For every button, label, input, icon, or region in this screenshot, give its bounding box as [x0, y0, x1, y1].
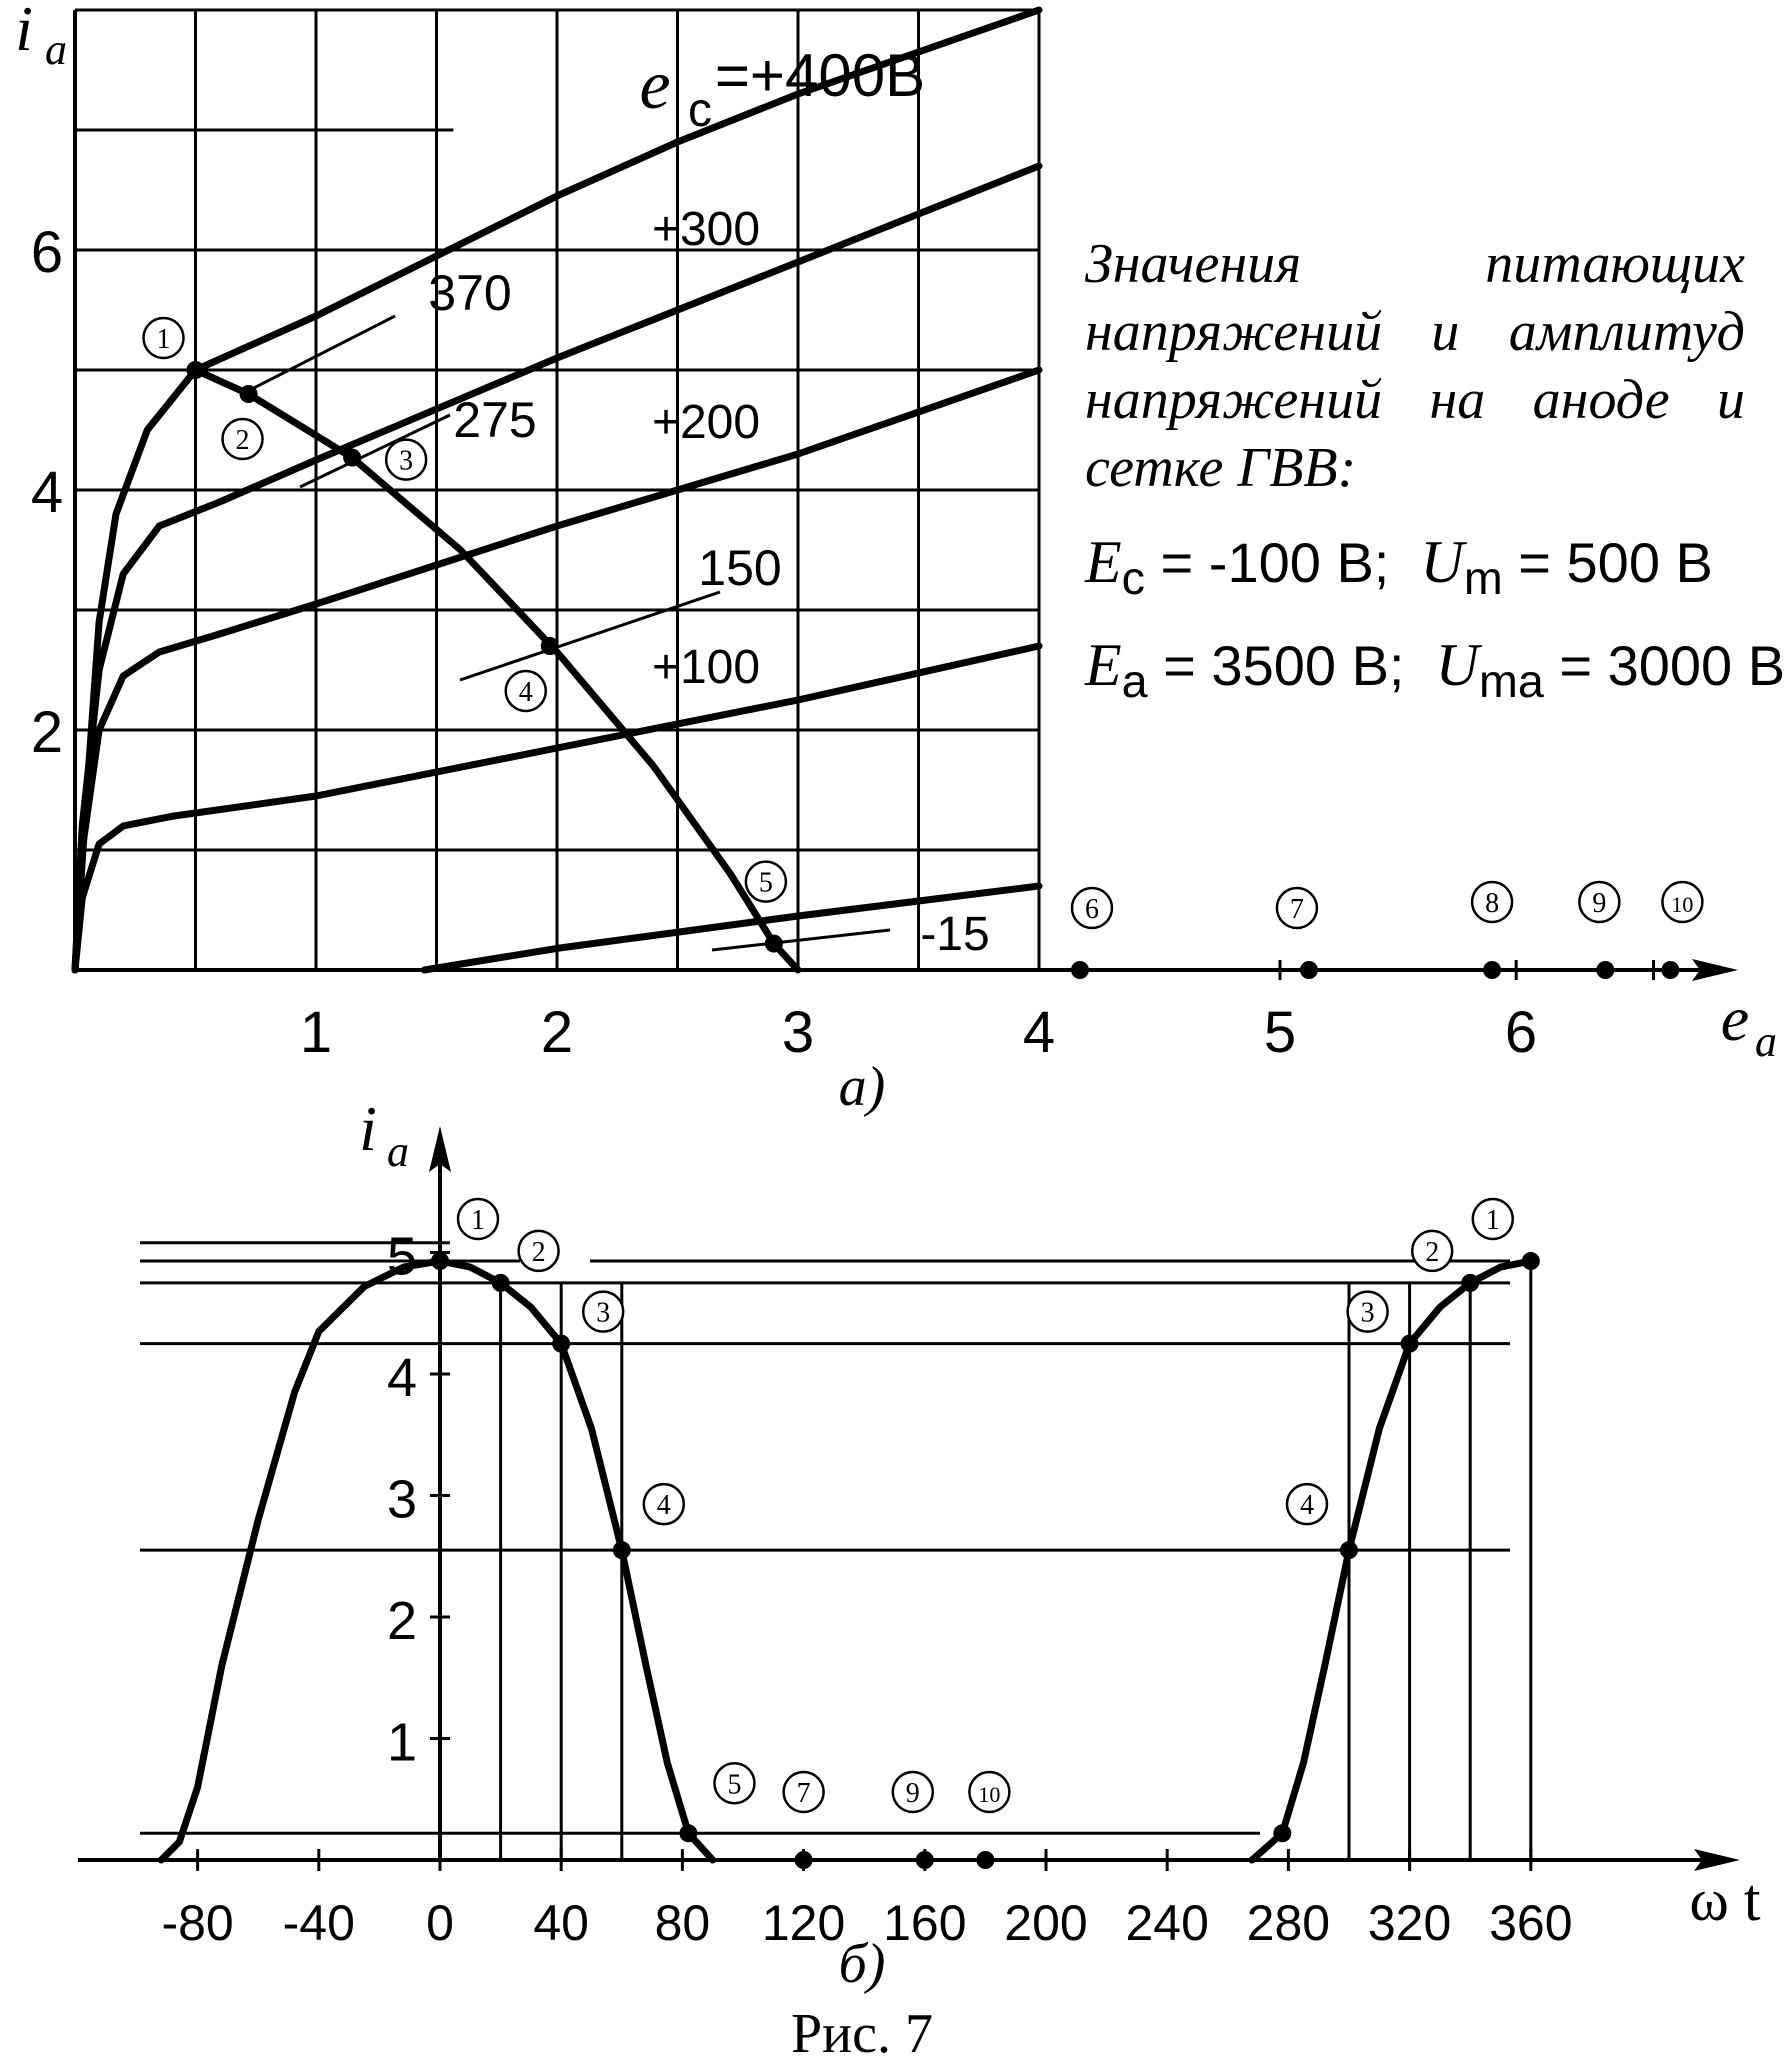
marker-number: 9	[1592, 888, 1607, 919]
point-marker-9	[1579, 882, 1619, 922]
data-point	[1522, 1252, 1540, 1270]
legend-value: = 500 В	[1518, 531, 1713, 594]
legend-line-2	[1085, 631, 1786, 708]
point-marker-b-7	[784, 1772, 824, 1812]
annotation-label: 275	[453, 392, 537, 448]
y-tick-label: 5	[386, 1226, 418, 1287]
point-marker-b-4	[644, 1484, 684, 1524]
marker-number: 4	[656, 1490, 671, 1522]
marker-number: 5	[727, 1769, 742, 1801]
point-marker-b-r-4	[1287, 1484, 1327, 1524]
series-b-1	[1252, 1261, 1531, 1860]
y-axis-label-sub: a	[45, 25, 67, 74]
marker-number: 9	[905, 1778, 920, 1809]
marker-number: 10	[1671, 892, 1694, 917]
data-point	[541, 637, 559, 655]
legend-title: Значения питающих напряжений и амплитуд напряжений на аноде и сетке ГВВ:	[1085, 233, 1745, 499]
curve-label: +100	[651, 641, 761, 694]
point-marker-5	[746, 862, 786, 902]
data-point	[795, 1851, 813, 1869]
legend-sym: U	[1420, 529, 1464, 595]
x-tick-label: 240	[1125, 1895, 1209, 1951]
point-marker-3	[386, 440, 426, 480]
point-marker-7	[1277, 888, 1317, 928]
legend-line-1	[1085, 528, 1745, 605]
x-tick-label: 120	[761, 1895, 846, 1951]
grid-a	[75, 10, 1039, 970]
curve-label: -15	[920, 908, 990, 961]
legend-value: = -100 В;	[1160, 531, 1390, 594]
marker-number: 1	[471, 1205, 485, 1237]
data-point	[765, 935, 783, 953]
legend-sub: a	[1121, 655, 1148, 708]
x-tick-label: 320	[1367, 1895, 1452, 1951]
legend-sym: E	[1085, 529, 1122, 595]
data-point	[492, 1274, 510, 1292]
marker-number: 1	[156, 324, 171, 355]
legend-value: = 3000 В	[1559, 634, 1786, 698]
legend-sub: ma	[1478, 655, 1544, 708]
x-axis-label: e	[1720, 983, 1750, 1054]
marker-number: 3	[1360, 1297, 1375, 1329]
point-marker-10	[1662, 882, 1702, 922]
data-point	[1596, 961, 1614, 979]
x-tick-label: 80	[654, 1895, 711, 1951]
x-tick-label: -40	[282, 1895, 355, 1951]
x-tick-label: -80	[161, 1895, 234, 1951]
annotation-label: 370	[428, 265, 512, 321]
point-marker-1	[144, 318, 184, 358]
x-tick-label: 40	[533, 1895, 590, 1951]
point-marker-6	[1072, 888, 1112, 928]
x-axis-label-b: ω t	[1689, 1867, 1761, 1933]
data-point	[1661, 961, 1679, 979]
point-marker-b-r-3	[1348, 1292, 1388, 1332]
annotation-leader-15	[712, 930, 890, 950]
legend-sub: c	[1121, 552, 1145, 605]
marker-number: 8	[1485, 888, 1500, 919]
point-marker-b-3	[583, 1292, 623, 1332]
data-point	[552, 1335, 570, 1353]
marker-number: 7	[796, 1778, 811, 1809]
marker-number: 7	[1289, 894, 1304, 925]
marker-number: 2	[531, 1236, 546, 1268]
y-tick-label: 4	[30, 460, 64, 525]
data-point	[343, 449, 361, 467]
marker-number: 3	[399, 445, 414, 477]
data-point	[1483, 961, 1501, 979]
panel-label-b: б)	[838, 1933, 886, 1995]
x-tick-label: 160	[883, 1895, 967, 1951]
annotation-label: 150	[698, 540, 782, 596]
x-tick-label: 4	[1022, 1000, 1056, 1065]
data-point	[916, 1851, 934, 1869]
figure-caption: Рис. 7	[791, 2003, 933, 2063]
legend-value: = 3500 В;	[1163, 634, 1405, 698]
data-point	[1340, 1541, 1358, 1559]
curve-label-400-rest: =+400В	[714, 42, 926, 109]
y-tick-label: 1	[386, 1712, 418, 1773]
legend-sub: m	[1463, 552, 1503, 605]
y-axis-label: i	[15, 0, 33, 64]
series-b-0	[161, 1261, 713, 1860]
curve-label-400: e	[639, 47, 671, 124]
point-marker-4	[506, 671, 546, 711]
data-point	[187, 361, 205, 379]
curve-label: +200	[651, 396, 761, 449]
marker-number: 4	[1300, 1490, 1314, 1522]
curve-label: +300	[651, 203, 761, 256]
data-point	[431, 1252, 449, 1270]
data-point	[240, 385, 258, 403]
legend-sym: E	[1085, 632, 1122, 699]
y-tick-label: 3	[386, 1469, 418, 1530]
x-tick-label: 360	[1489, 1895, 1573, 1951]
legend	[1085, 230, 1786, 708]
y-tick-label: 4	[386, 1348, 418, 1408]
panel-b	[78, 1093, 1761, 1995]
data-point	[613, 1541, 631, 1559]
marker-number: 5	[758, 867, 773, 899]
marker-number: 1	[1485, 1205, 1500, 1237]
marker-number: 6	[1084, 894, 1099, 925]
x-tick-label: 1	[299, 1000, 333, 1065]
point-marker-b-r-2	[1412, 1231, 1452, 1271]
x-tick-label: 2	[540, 1000, 574, 1065]
x-axis-label-sub: a	[1755, 1017, 1777, 1066]
y-tick-label: 2	[30, 700, 64, 765]
point-marker-b-2	[519, 1231, 559, 1271]
data-point	[1401, 1335, 1419, 1353]
panel-label-a: а)	[838, 1056, 886, 1118]
x-tick-label: 5	[1263, 1000, 1297, 1065]
marker-number: 10	[978, 1782, 1001, 1807]
legend-sym: U	[1435, 632, 1479, 699]
data-point	[1273, 1824, 1291, 1842]
annotation-leader	[246, 316, 395, 392]
x-tick-label: 280	[1246, 1895, 1331, 1951]
data-point	[679, 1824, 697, 1842]
y-axis-label-b-sub: a	[387, 1127, 409, 1176]
point-marker-8	[1472, 882, 1512, 922]
point-marker-b-1	[458, 1199, 498, 1239]
y-axis-label-b: i	[359, 1093, 377, 1164]
data-point	[976, 1851, 994, 1869]
x-tick-label: 0	[426, 1895, 454, 1951]
marker-number: 2	[235, 425, 250, 456]
x-tick-label: 6	[1504, 1000, 1538, 1065]
data-point	[1071, 961, 1089, 979]
point-marker-b-r-1	[1473, 1199, 1513, 1239]
y-tick-label: 6	[30, 220, 64, 285]
x-tick-label: 3	[781, 1000, 815, 1065]
data-point	[1461, 1274, 1479, 1292]
marker-number: 4	[518, 677, 533, 708]
point-marker-2	[223, 419, 263, 459]
point-marker-b-5	[714, 1763, 754, 1803]
x-tick-label: 200	[1004, 1895, 1088, 1951]
marker-number: 2	[1425, 1236, 1440, 1268]
curve-label-400-sub: c	[688, 84, 712, 137]
point-marker-b-10	[969, 1772, 1009, 1812]
point-marker-b-9	[893, 1772, 933, 1812]
data-point	[1300, 961, 1318, 979]
marker-number: 3	[596, 1297, 611, 1329]
y-tick-label: 2	[386, 1591, 418, 1651]
